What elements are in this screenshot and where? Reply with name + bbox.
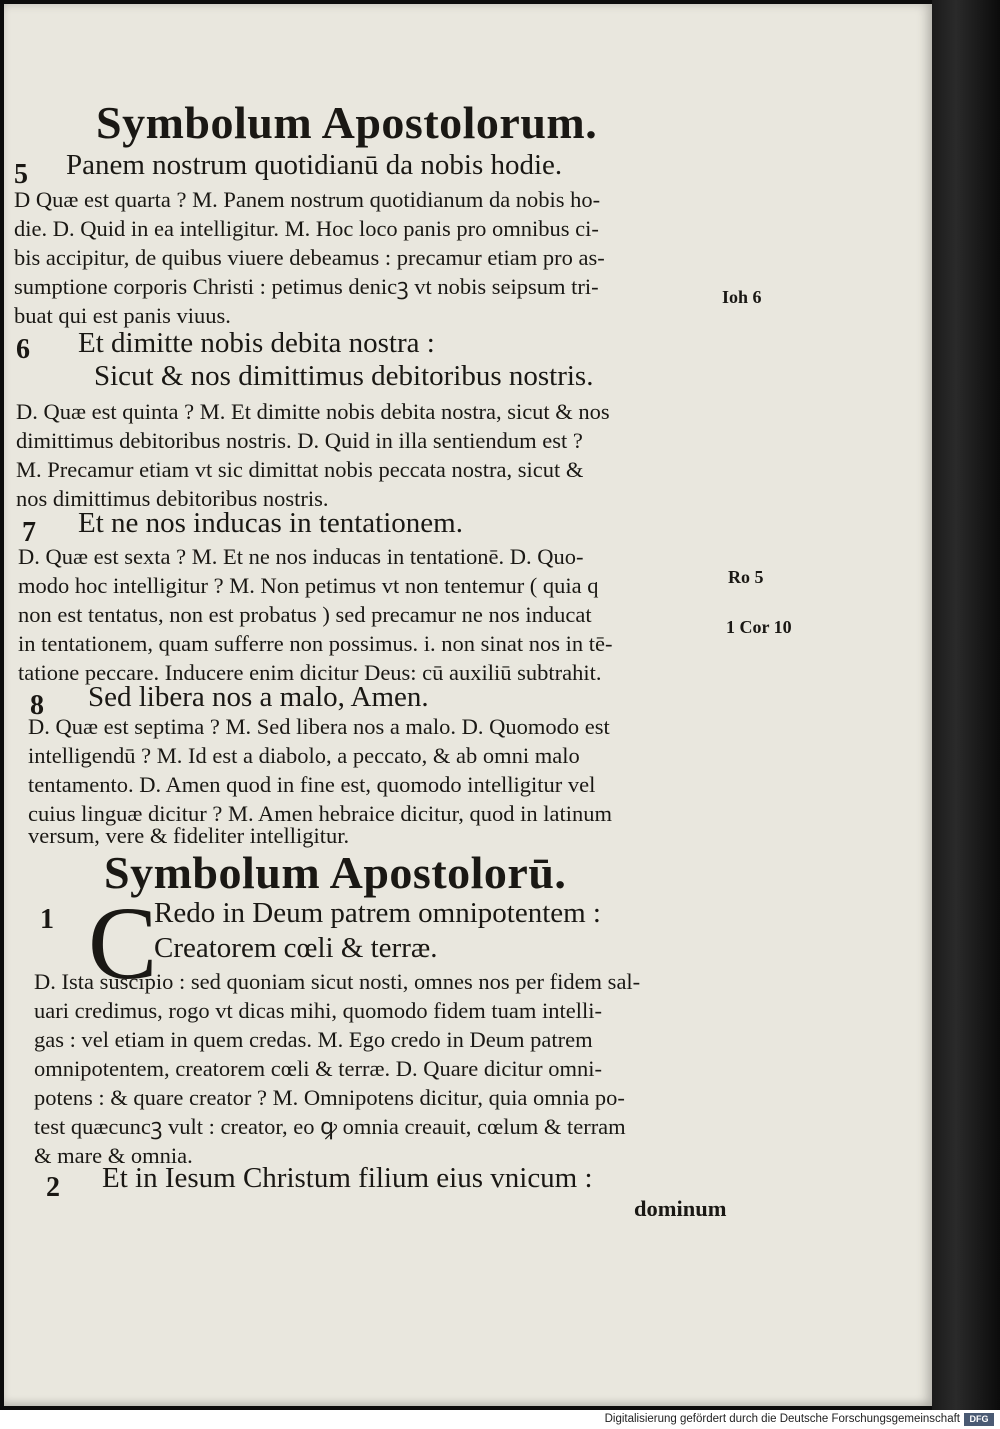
verse-number: 6: [16, 334, 30, 365]
body-line: test quæcuncꝫ vult : creator, eo ꝙ omnia creauit, cœlum & terram: [34, 1114, 626, 1139]
body-line: D. Quæ est sexta ? M. Et ne nos inducas in tentationē. D. Quo-: [18, 544, 584, 569]
verse-text: Et in Iesum Christum filium eius vnicum :: [102, 1162, 593, 1194]
section-heading: Symbolum Apostolorū.: [104, 847, 567, 898]
verse-text: Et ne nos inducas in tentationem.: [78, 507, 463, 539]
body-line: D. Ista suscipio : sed quoniam sicut nosti, omnes nos per fidem sal-: [34, 969, 641, 994]
book-page: [4, 4, 932, 1406]
body-line: bis accipitur, de quibus viuere debeamus : precamur etiam pro as-: [14, 245, 605, 270]
margin-note: 1 Cor 10: [726, 617, 792, 637]
footer-bar: [0, 1410, 1000, 1429]
verse-number: 2: [46, 1172, 60, 1203]
body-line: uari credimus, rogo vt dicas mihi, quomodo fidem tuam intelli-: [34, 998, 603, 1023]
verse-text: Panem nostrum quotidianū da nobis hodie.: [66, 149, 563, 181]
body-line: cuius linguæ dicitur ? M. Amen hebraice dicitur, quod in latinum: [28, 801, 612, 826]
verse-text: Redo in Deum patrem omnipotentem :: [154, 897, 601, 929]
body-line: gas : vel etiam in quem credas. M. Ego credo in Deum patrem: [34, 1027, 593, 1052]
body-line: D. Quæ est quinta ? M. Et dimitte nobis debita nostra, sicut & nos: [16, 399, 610, 424]
verse-number: 8: [30, 690, 44, 721]
margin-note: Ioh 6: [722, 287, 762, 307]
drop-initial: C: [88, 886, 158, 1001]
body-line: non est tentatus, non est probatus ) sed precamur ne nos inducat: [18, 602, 592, 627]
verse-number: 7: [22, 517, 36, 548]
body-line: D. Quæ est septima ? M. Sed libera nos a malo. D. Quomodo est: [28, 714, 610, 739]
catchword: dominum: [634, 1196, 727, 1221]
body-line: versum, vere & fideliter intelligitur.: [28, 823, 350, 848]
verse-number: 1: [40, 904, 54, 935]
body-line: potens : & quare creator ? M. Omnipotens dicitur, quia omnia po-: [34, 1085, 625, 1110]
running-heading: Symbolum Apostolorum.: [96, 97, 598, 148]
funding-note: Digitalisierung gefördert durch die Deutsche Forschungsgemeinschaft: [604, 1413, 960, 1425]
body-line: omnipotentem, creatorem cœli & terræ. D. Quare dicitur omni-: [34, 1056, 602, 1081]
verse-text: Sed libera nos a malo, Amen.: [88, 681, 429, 713]
verse-text: Et dimitte nobis debita nostra :: [78, 327, 435, 359]
body-line: in tentationem, quam sufferre non possimus. i. non sinat nos in tē-: [18, 631, 613, 656]
verse-number: 5: [14, 159, 28, 190]
body-line: nos dimittimus debitoribus nostris.: [16, 486, 329, 511]
body-line: dimittimus debitoribus nostris. D. Quid in illa sentiendum est ?: [16, 428, 583, 453]
body-line: & mare & omnia.: [34, 1143, 193, 1168]
book-spine-edge: [932, 0, 1000, 1410]
margin-note: Ro 5: [728, 567, 764, 587]
body-line: intelligendū ? M. Id est a diabolo, a peccato, & ab omni malo: [28, 743, 580, 768]
body-line: M. Precamur etiam vt sic dimittat nobis peccata nostra, sicut &: [16, 457, 584, 482]
dfg-logo[interactable]: DFG: [964, 1413, 994, 1426]
body-line: buat qui est panis viuus.: [14, 303, 231, 328]
verse-text-cont: Sicut & nos dimittimus debitoribus nostris.: [94, 360, 594, 392]
verse-text-cont: Creatorem cœli & terræ.: [154, 932, 438, 964]
body-line: D Quæ est quarta ? M. Panem nostrum quotidianum da nobis ho-: [14, 187, 601, 212]
body-line: tatione peccare. Inducere enim dicitur Deus: cū auxiliū subtrahit.: [18, 660, 602, 685]
body-line: sumptione corporis Christi : petimus denicꝫ vt nobis seipsum tri-: [14, 274, 599, 299]
body-line: modo hoc intelligitur ? M. Non petimus vt non tentemur ( quia q: [18, 573, 599, 598]
body-line: tentamento. D. Amen quod in fine est, quomodo intelligitur vel: [28, 772, 596, 797]
body-line: die. D. Quid in ea intelligitur. M. Hoc loco panis pro omnibus ci-: [14, 216, 599, 241]
